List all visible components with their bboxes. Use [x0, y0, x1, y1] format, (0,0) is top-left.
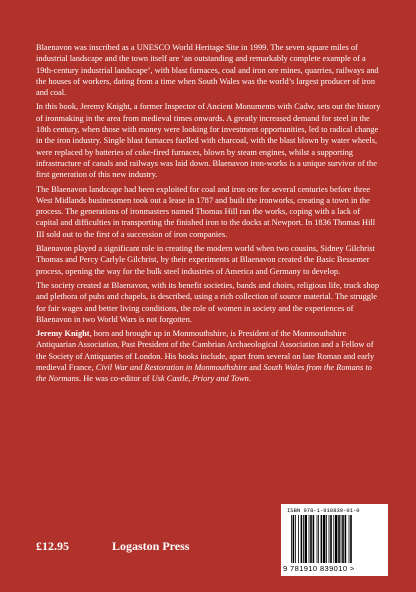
blurb-paragraph-5: The society created at Blaenavon, with its benefit societies, bands and choirs, religious life, truck shop and plethora of pubs and chapels, is described, using a rich collection of source material. The struggle for fair wages and better living conditions, the role of women in society and the experiences of Blaenavon in two World Wars is not forgotten.	[36, 280, 380, 324]
barcode-bars-icon	[291, 515, 381, 563]
blurb-paragraph-1: Blaenavon was inscribed as a UNESCO World Heritage Site in 1999. The seven square miles of industrial landscape and the town itself are ‘an outstanding and remarkably complete example of a 19th-century industrial landscape’, with blast furnaces, coal and iron ore mines, quarries, railways and the houses of workers, dating from a time when South Wales was the world’s largest producer of iron and coal.	[36, 43, 379, 98]
price: £12.95	[36, 539, 69, 553]
author-bio-text-1: , born and brought up in Monmouthshire, is President of the Monmouthshire Antiquarian Association, Past President of the Cambrian Archaeological Association and a Fellow of the Society of Antiquaries of London. His books include, apart from several on late Roman and early medieval France,	[36, 329, 375, 373]
isbn-label: ISBN 978-1-910839-01-0	[287, 507, 360, 514]
blurb-paragraph-4: Blaenavon played a significant role in creating the modern world when two cousins, Sidney Gilchrist Thomas and Percy Carlyle Gilchrist, by their experiments at Blaenavon created the Basic Bessemer process, opening the way for the bulk steel industries of America and Germany to develop.	[36, 244, 375, 276]
book-title-3: Usk Castle, Priory and Town	[151, 374, 249, 384]
blurb-paragraph-2: In this book, Jeremy Knight, a former Inspector of Ancient Monuments with Cadw, sets out the history of ironmaking in the area from medieval times onwards. A greatly increased demand for steel in the 18th century, when those with money were looking for investment opportunities, led to radical change in the iron industry. Single blast furnaces fuelled with charcoal, with the blast blown by water wheels, were replaced by batteries of coke-fired furnaces, blown by steam engines, whilst a supporting infrastructure of canals and railways was laid down. Blaenavon iron-works is a unique survivor of the first generation of this new industry.	[36, 102, 381, 180]
author-bio-text-3: . He was co-editor of	[79, 374, 152, 384]
barcode-number: 9 781910 839010 >	[283, 564, 355, 573]
author-name: Jeremy Knight	[36, 329, 90, 339]
author-bio-text-4: .	[248, 374, 251, 384]
publisher-name: Logaston Press	[112, 539, 190, 553]
book-title-1: Civil War and Restoration in Monmouthshire	[95, 363, 248, 373]
blurb-paragraph-3: The Blaenavon landscape had been exploited for coal and iron ore for several centuries before three West Midlands businessmen took out a lease in 1787 and built the ironworks, creating a town in the process. The generations of ironmasters named Thomas Hill ran the works, coping with a lack of capital and difficulties in transporting the finished iron to the docks at Newport. In 1836 Thomas Hill III sold out to the first of a succession of iron companies.	[36, 184, 376, 239]
author-bio	[36, 328, 384, 384]
book-title-2: South Wales from the Romans to the Normans	[36, 363, 372, 384]
blurb-text	[36, 42, 384, 388]
barcode	[281, 504, 388, 576]
author-bio-text-2: and	[247, 363, 264, 373]
